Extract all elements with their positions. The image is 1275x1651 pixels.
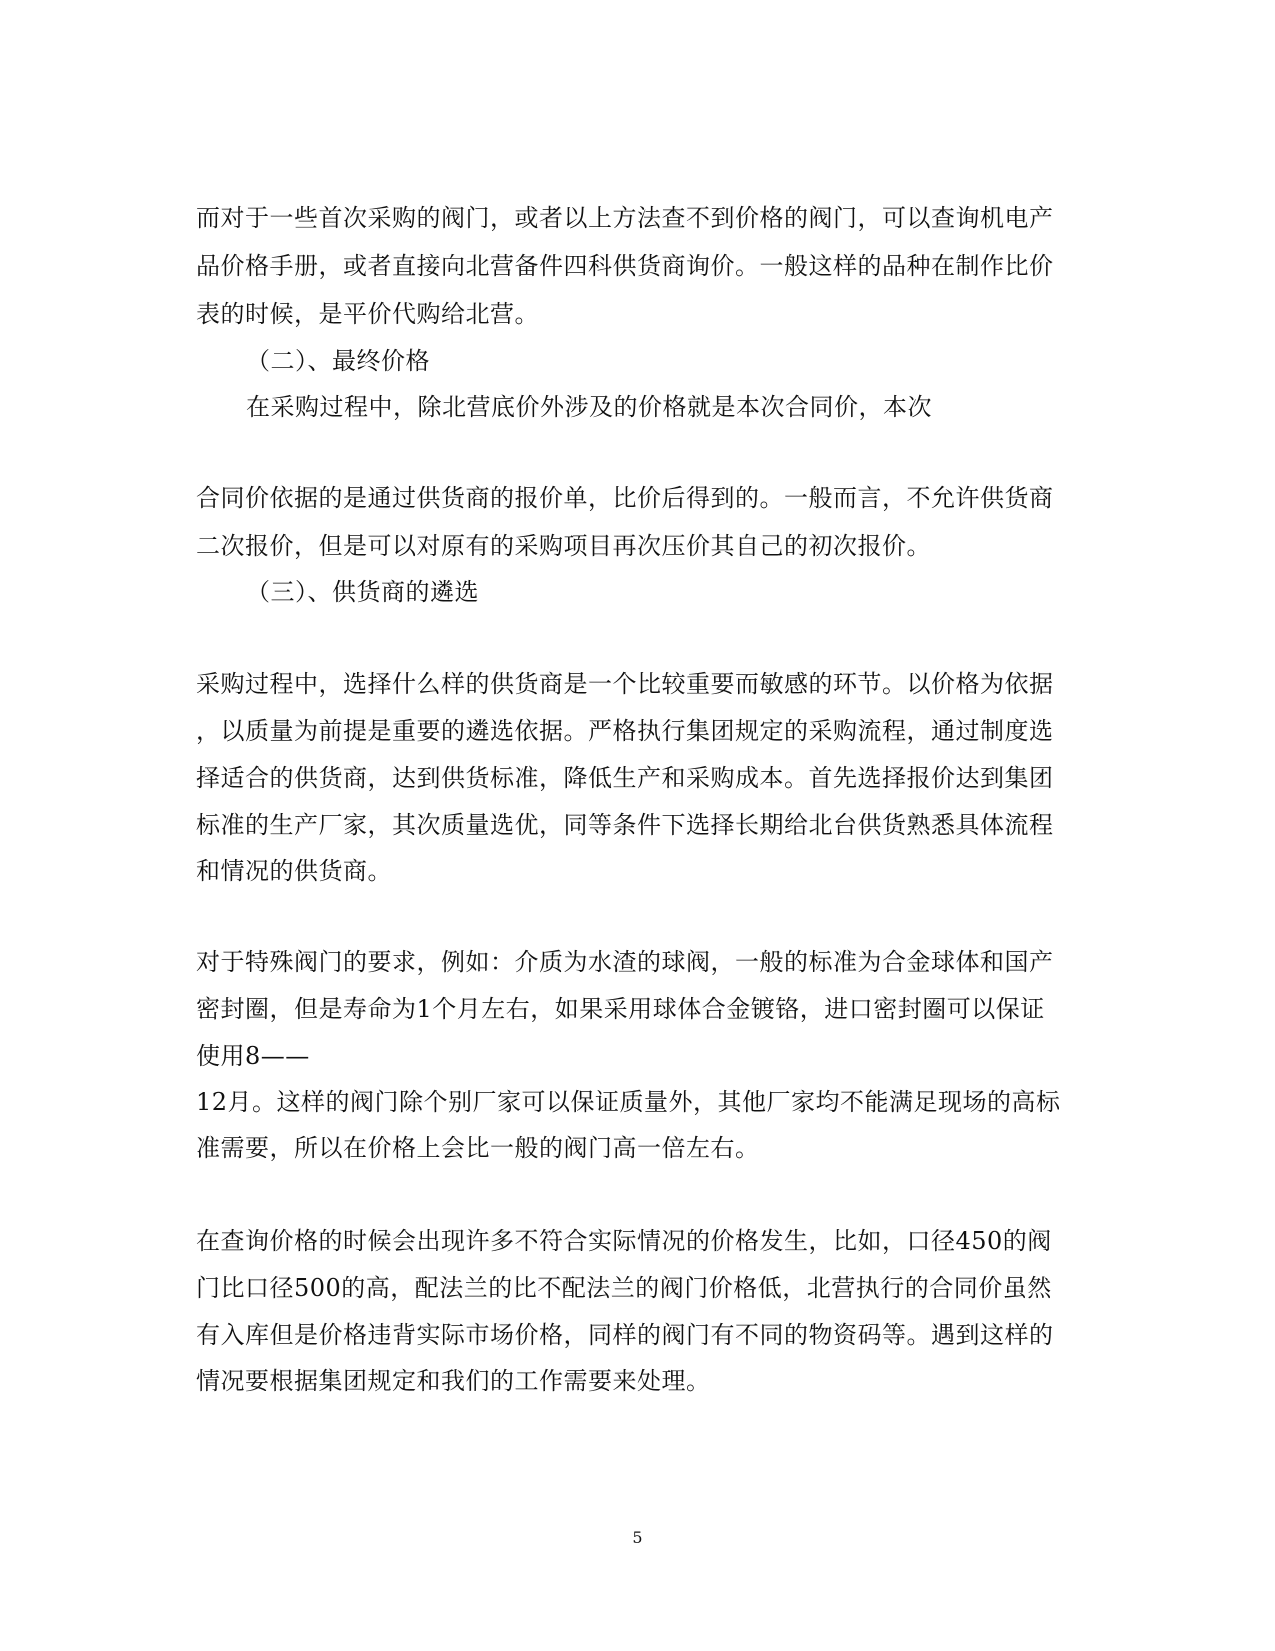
text-line: 表的时候，是平价代购给北营。 [196,300,539,328]
text-line: 在查询价格的时候会出现许多不符合实际情况的价格发生，比如，口径450的阀 [196,1227,1052,1255]
text-line: 准需要，所以在价格上会比一般的阀门高一倍左右。 [196,1134,760,1162]
text-line: 择适合的供货商，达到供货标准，降低生产和采购成本。首先选择报价达到集团 [196,764,1054,792]
text-line: 密封圈，但是寿命为1个月左右，如果采用球体合金镀铬，进口密封圈可以保证 [196,995,1045,1023]
text-line: 标准的生产厂家，其次质量选优，同等条件下选择长期给北台供货熟悉具体流程 [196,811,1054,839]
page-number: 5 [632,1528,643,1547]
text-line: 而对于一些首次采购的阀门，或者以上方法查不到价格的阀门，可以查询机电产 [196,204,1054,232]
text-line: ，以质量为前提是重要的遴选依据。严格执行集团规定的采购流程，通过制度选 [196,717,1054,745]
text-line: 有入库但是价格违背实际市场价格，同样的阀门有不同的物资码等。遇到这样的 [196,1321,1054,1349]
text-line: 和情况的供货商。 [196,857,392,885]
text-line: 对于特殊阀门的要求，例如：介质为水渣的球阀，一般的标准为合金球体和国产 [196,948,1054,976]
text-line: 情况要根据集团规定和我们的工作需要来处理。 [196,1367,711,1395]
text-line: 12月。这样的阀门除个别厂家可以保证质量外，其他厂家均不能满足现场的高标 [196,1088,1061,1116]
text-line: 在采购过程中，除北营底价外涉及的价格就是本次合同价，本次 [246,393,932,421]
text-line: 品价格手册，或者直接向北营备件四科供货商询价。一般这样的品种在制作比价 [196,252,1054,280]
text-line: 门比口径500的高，配法兰的比不配法兰的阀门价格低，北营执行的合同价虽然 [196,1274,1052,1302]
section-heading: （二）、最终价格 [246,347,430,375]
text-line: 采购过程中，选择什么样的供货商是一个比较重要而敏感的环节。以价格为依据 [196,670,1054,698]
text-line: 二次报价，但是可以对原有的采购项目再次压价其自己的初次报价。 [196,532,931,560]
section-heading: （三）、供货商的遴选 [246,578,479,606]
text-line: 使用8—— [196,1042,310,1070]
text-line: 合同价依据的是通过供货商的报价单，比价后得到的。一般而言，不允许供货商 [196,484,1054,512]
